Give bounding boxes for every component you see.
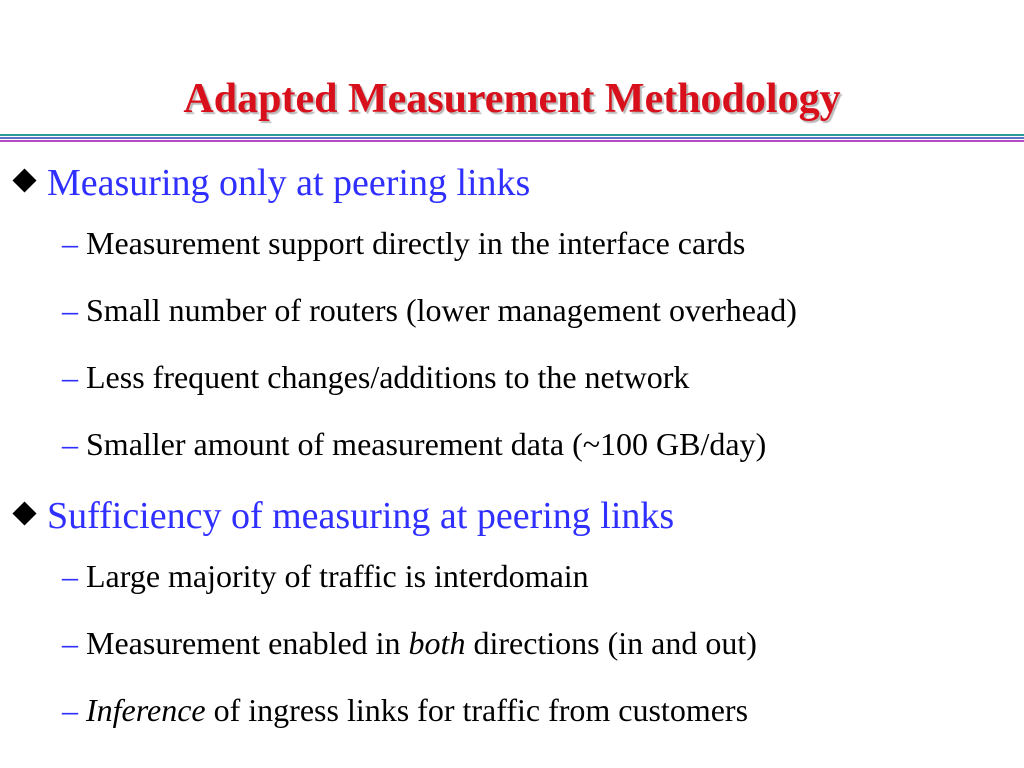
diamond-bullet-icon [12,501,36,525]
dash-marker: – [62,359,78,395]
sub-bullet-text: Large majority of traffic is interdomain [86,558,589,594]
sub-bullet-text: directions (in and out) [465,625,757,661]
sub-bullet-text: of ingress links for traffic from customers [205,692,749,728]
bullet-text: Measuring only at peering links [47,162,531,204]
sub-bullet [62,223,745,263]
bullet-text: Sufficiency of measuring at peering links [47,495,675,537]
sub-bullet-text: Smaller amount of measurement data (~100 GB/day) [86,426,767,462]
dash-marker: – [62,625,78,661]
bullet-measuring-peering-links [16,161,530,205]
sub-bullet [62,690,748,730]
sub-bullet-text: Measurement enabled in [86,625,409,661]
emphasis-text: Inference [86,692,206,728]
dash-marker: – [62,692,78,728]
dash-marker: – [62,558,78,594]
sub-bullet [62,623,757,663]
diamond-bullet-icon [12,168,36,192]
emphasis-text: both [408,625,466,661]
sub-bullet-text: Less frequent changes/additions to the network [86,359,690,395]
dash-marker: – [62,426,78,462]
sub-bullet [62,424,766,464]
dash-marker: – [62,292,78,328]
sub-bullet-text: Small number of routers (lower management overhead) [86,292,797,328]
sub-bullet [62,357,689,397]
slide-title: Adapted Measurement Methodology [183,76,841,122]
sub-bullet [62,556,589,596]
bullet-sufficiency-peering-links [16,494,674,538]
dash-marker: – [62,225,78,261]
sub-bullet [62,290,797,330]
sub-bullet-text: Measurement support directly in the interface cards [86,225,746,261]
